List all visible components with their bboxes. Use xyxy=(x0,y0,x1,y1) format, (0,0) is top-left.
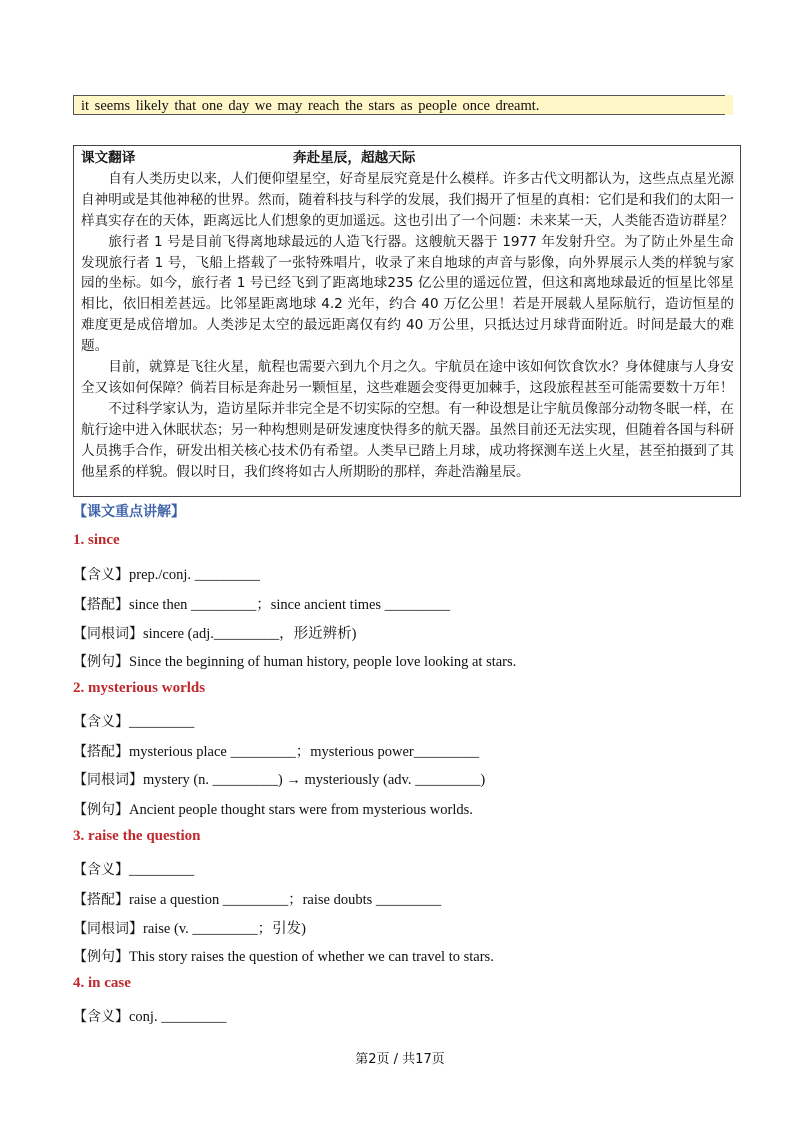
translation-title: 奔赴星辰，超越天际 xyxy=(293,150,416,166)
item1-example xyxy=(73,651,516,671)
tag: 【搭配】 xyxy=(73,744,129,760)
section-title: 【课文重点讲解】 xyxy=(73,504,185,520)
tag: 【同根词】 xyxy=(73,921,143,937)
translation-header xyxy=(81,148,734,169)
line-text: Since the beginning of human history, people love looking at stars. xyxy=(129,654,517,670)
item2-example xyxy=(73,799,473,819)
page-footer: 第2页 / 共17页 xyxy=(355,1052,445,1067)
tag: 【例句】 xyxy=(73,949,129,965)
item3-example xyxy=(73,946,494,966)
line-text: raise (v. _________；引发) xyxy=(143,921,306,937)
translation-label: 课文翻译 xyxy=(81,150,136,166)
tag: 【搭配】 xyxy=(73,892,129,908)
line-text: prep./conj. _________ xyxy=(129,567,260,583)
line-text: sincere (adj._________，形近辨析) xyxy=(143,626,357,642)
translation-paragraph-1: 自有人类历史以来，人们便仰望星空，好奇星辰究竟是什么模样。许多古代文明都认为，这些点点星光源自神明或是其他神秘的世界。然而，随着科技与科学的发展，我们揭开了恒星的真相：它们是和我们的太阳一样真实存在的天体，距离远比人们想象的更加遥远。这也引出了一个问题：未来某一天，人类能否造访群星？ xyxy=(81,170,734,229)
tag: 【同根词】 xyxy=(73,772,143,788)
line-text: mysterious place _________；mysterious power_________ xyxy=(129,744,479,760)
line-text: This story raises the question of whether we can travel to stars. xyxy=(129,949,494,965)
line-text: _________ xyxy=(129,714,195,730)
translation-paragraph-4: 不过科学家认为，造访星际并非完全是不切实际的空想。有一种设想是让宇航员像部分动物冬眠一样，在航行途中进入休眠状态；另一种构想则是研发速度快得多的航天器。虽然目前还无法实现，但随着各国与科研人员携手合作，研发出相关核心技术仍有希望。人类早已踏上月球，成功将探测车送上火星，甚至拍摄到了其他星系的样貌。假以时日，我们终将如古人所期盼的那样，奔赴浩瀚星辰。 xyxy=(81,400,734,480)
line-text: _________ xyxy=(129,862,195,878)
tag: 【含义】 xyxy=(73,714,129,730)
line-text: mystery (n. _________) → mysteriously (adv. _________) xyxy=(143,772,486,788)
line-text: raise a question _________；raise doubts _________ xyxy=(129,892,442,908)
item3-cognate xyxy=(73,917,306,938)
item-title-since: 1. since xyxy=(73,532,120,548)
item2-collocation xyxy=(73,740,479,761)
tag: 【同根词】 xyxy=(73,626,143,642)
highlighted-sentence-box xyxy=(73,95,733,115)
translation-box xyxy=(73,145,741,497)
item3-meaning xyxy=(73,859,194,879)
tag: 【例句】 xyxy=(73,802,129,818)
item2-meaning xyxy=(73,711,194,731)
line-text: Ancient people thought stars were from mysterious worlds. xyxy=(129,802,473,818)
item-title-mysterious-worlds: 2. mysterious worlds xyxy=(73,680,206,696)
tag: 【搭配】 xyxy=(73,597,129,613)
item-title-in-case: 4. in case xyxy=(73,975,131,991)
translation-paragraph-2: 旅行者 1 号是目前飞得离地球最远的人造飞行器。这艘航天器于 1977 年发射升空。为了防止外星生命发现旅行者 1 号，飞船上搭载了一张特殊唱片，收录了来自地球的声音与影像，向外界展示人类的样貌与家园的坐标。如今，旅行者 1 号已经飞到了距离地球235 亿公里的遥远位置，但这和离地球最近的恒星比邻星相比，依旧相差甚远。比邻星距离地球 4.2 光年，约合 40 万亿公里！若是开展载人星际航行，造访恒星的难度更是成倍增加。人类涉足太空的最远距离仅有约 40 万公里，只抵达过月球背面附近。时间是最大的难题。 xyxy=(81,233,734,355)
item2-cognate xyxy=(73,769,485,789)
highlight-edge xyxy=(725,95,733,115)
item3-collocation xyxy=(73,888,441,909)
highlighted-sentence: it seems likely that one day we may reach the stars as people once dreamt. xyxy=(81,98,540,114)
item1-cognate xyxy=(73,622,356,643)
item4-meaning xyxy=(73,1006,226,1026)
tag: 【例句】 xyxy=(73,654,129,670)
item1-meaning xyxy=(73,564,260,584)
line-text: since then _________；since ancient times _________ xyxy=(129,597,450,613)
item-title-raise-the-question: 3. raise the question xyxy=(73,828,201,844)
item1-collocation xyxy=(73,593,450,614)
tag: 【含义】 xyxy=(73,862,129,878)
tag: 【含义】 xyxy=(73,567,129,583)
line-text: conj. _________ xyxy=(129,1009,227,1025)
translation-paragraph-3: 目前，就算是飞往火星，航程也需要六到九个月之久。宇航员在途中该如何饮食饮水？身体健康与人身安全又该如何保障？倘若目标是奔赴另一颗恒星，这些难题会变得更加棘手，这段旅程甚至可能需要数十万年！ xyxy=(81,359,734,396)
tag: 【含义】 xyxy=(73,1009,129,1025)
